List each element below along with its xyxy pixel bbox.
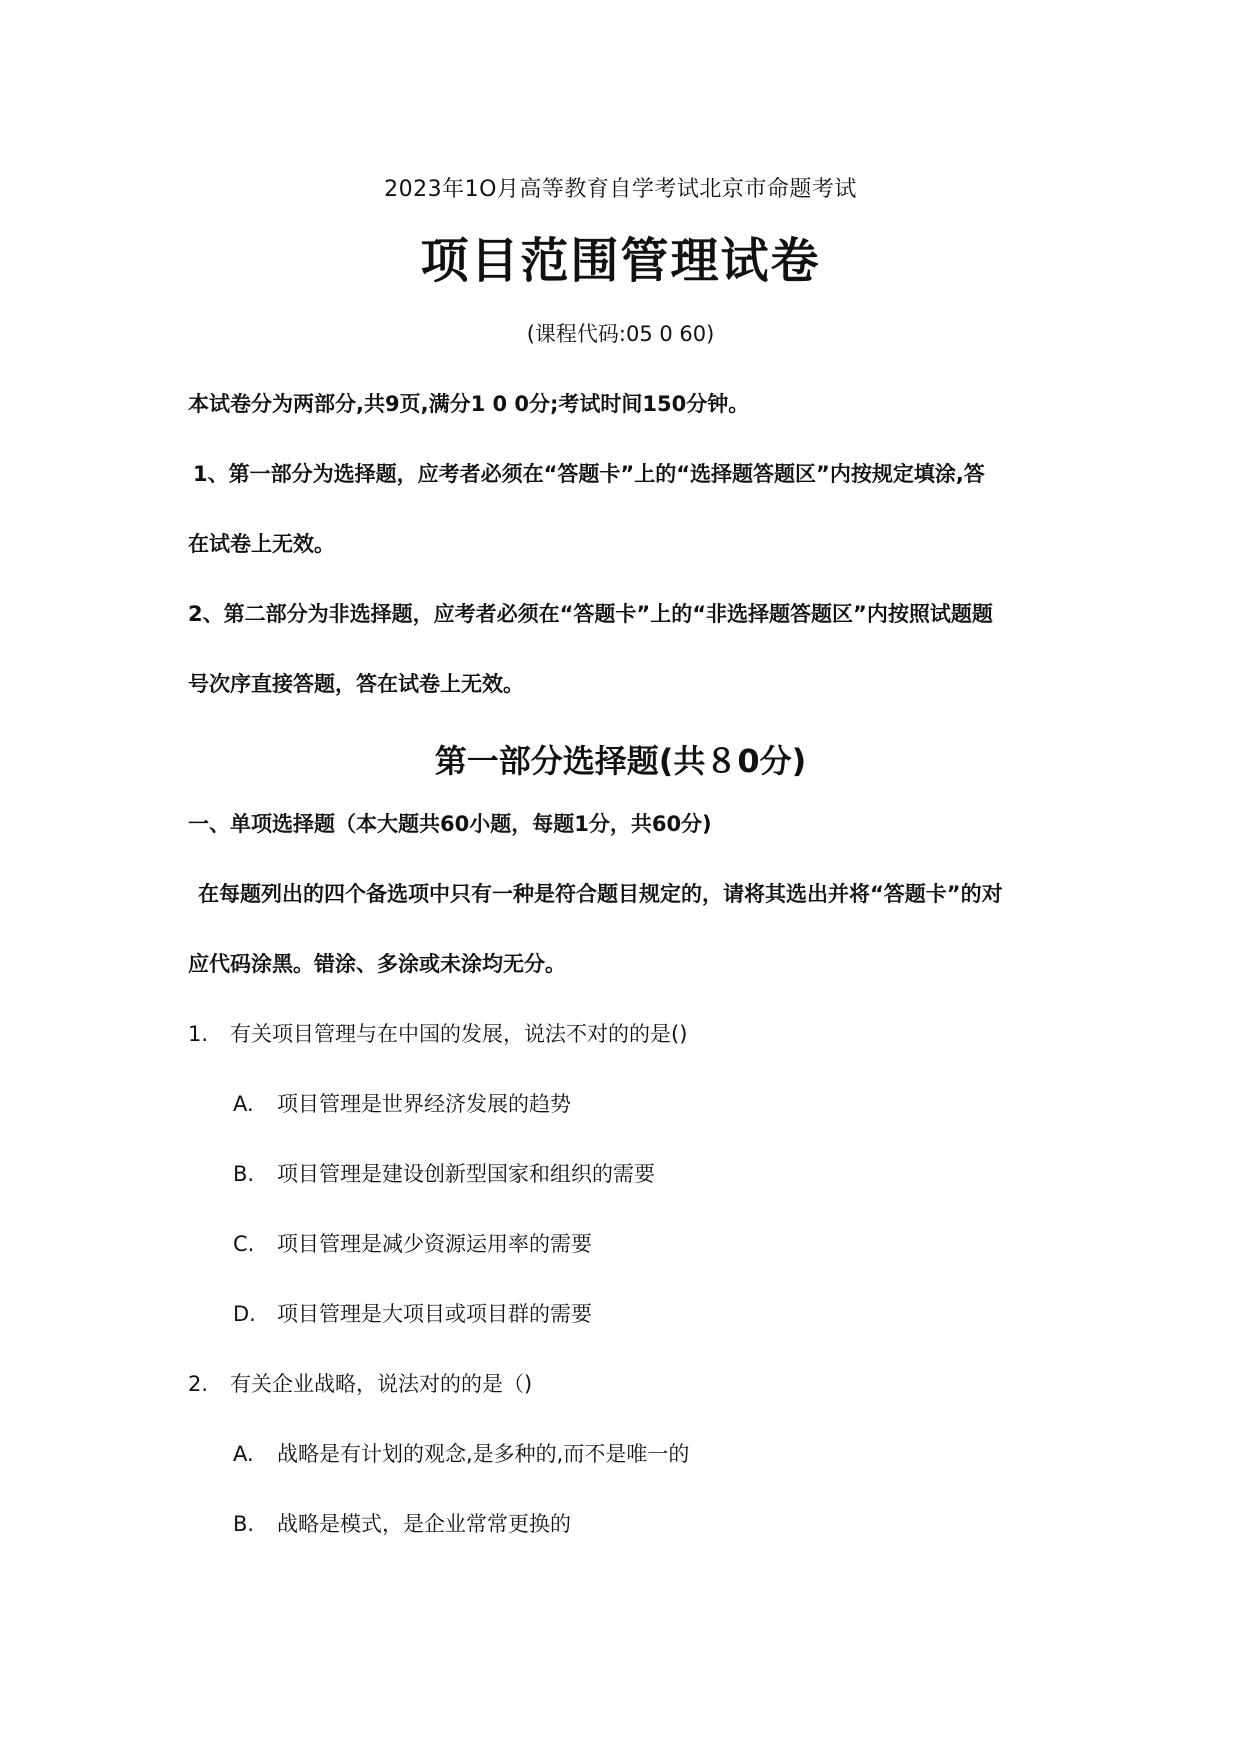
option-letter: B. [233,1512,255,1536]
option-letter: C. [233,1232,255,1256]
section-directions-line-1: 在每题列出的四个备选项中只有一种是符合题目规定的，请将其选出并将“答题卡”的对 [198,882,1003,906]
question-stem: 有关企业战略，说法对的的是（) [230,1372,533,1396]
option-text: 项目管理是建设创新型国家和组织的需要 [277,1162,655,1186]
option-letter: B. [233,1162,255,1186]
instruction-item-1-line-1: 1、第一部分为选择题，应考者必须在“答题卡”上的“选择题答题区”内按规定填涂,答 [193,462,985,486]
paper-title: 项目范围管理试卷 [420,233,821,289]
question-number: 1. [188,1022,209,1046]
question-1-option-a [233,1088,571,1118]
instruction-item-1-line-2: 在试卷上无效。 [188,532,335,556]
option-letter: D. [233,1302,256,1326]
instruction-item-2-line-1: 2、第二部分为非选择题，应考者必须在“答题卡”上的“非选择题答题区”内按照试题题 [188,602,993,626]
question-stem: 有关项目管理与在中国的发展，说法不对的的是() [230,1022,688,1046]
option-letter: A. [233,1092,254,1116]
option-text: 战略是有计划的观念,是多种的,而不是唯一的 [277,1442,690,1466]
question-1 [188,1018,687,1048]
question-2-option-a [233,1438,689,1468]
option-letter: A. [233,1442,254,1466]
option-text: 项目管理是减少资源运用率的需要 [277,1232,592,1256]
question-2-option-b [233,1508,571,1538]
question-2 [188,1368,532,1398]
section-directions-line-2: 应代码涂黑。错涂、多涂或未涂均无分。 [188,952,566,976]
instruction-item-2-line-2: 号次序直接答题，答在试卷上无效。 [188,672,524,696]
exam-session-line: 2023年1O月高等教育自学考试北京市命题考试 [384,177,857,202]
option-text: 项目管理是世界经济发展的趋势 [277,1092,571,1116]
course-code: (课程代码:05 0 60) [526,322,715,346]
section-1-title: 一、单项选择题（本大题共60小题，每题1分，共60分) [188,812,712,836]
question-1-option-b [233,1158,655,1188]
option-text: 战略是模式，是企业常常更换的 [277,1512,571,1536]
intro-paragraph: 本试卷分为两部分,共9页,满分1 0 0分;考试时间150分钟。 [188,392,750,416]
question-1-option-d [233,1298,592,1328]
question-1-option-c [233,1228,592,1258]
part-1-heading: 第一部分选择题(共８0分) [434,742,807,780]
question-number: 2. [188,1372,209,1396]
option-text: 项目管理是大项目或项目群的需要 [277,1302,592,1326]
